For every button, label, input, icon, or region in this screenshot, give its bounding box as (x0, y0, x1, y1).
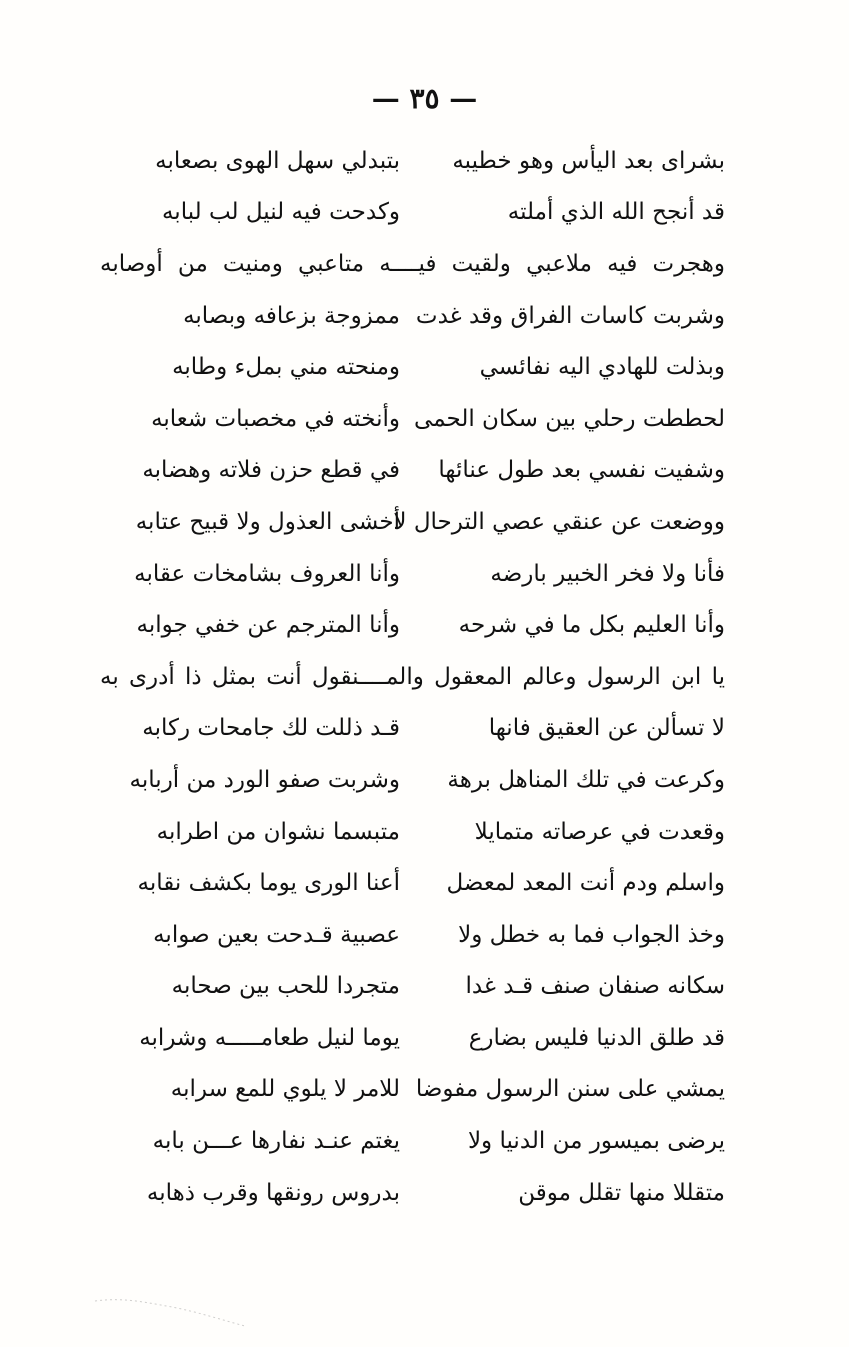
full-verse: يا ابن الرسول وعالم المعقول والمــــنقول أنت بمثل ذا أدرى به (100, 663, 725, 690)
second-hemistich: ومنحته مني بملء وطابه (172, 354, 400, 381)
second-hemistich: وكدحت فيه لنيل لب لبابه (161, 199, 400, 226)
first-hemistich: قد أنجح الله الذي أملته (507, 199, 725, 226)
first-hemistich: يمشي على سنن الرسول مفوضا (415, 1076, 725, 1103)
second-hemistich: عصبية قـدحت بعين صوابه (153, 921, 400, 948)
second-hemistich: وأنا المترجم عن خفي جوابه (136, 612, 400, 639)
poem-line (100, 1012, 725, 1064)
poem-line (100, 496, 725, 548)
first-hemistich: وشربت كاسات الفراق وقد غدت (415, 302, 725, 329)
poem-line (100, 1167, 725, 1219)
first-hemistich: وخذ الجواب فما به خطل ولا (458, 921, 725, 948)
poem-line (100, 187, 725, 239)
first-hemistich: ووضعت عن عنقي عصي الترحال لا (393, 508, 725, 535)
second-hemistich: متبسما نشوان من اطرابه (156, 818, 400, 845)
second-hemistich: قـد ذللت لك جامحات ركابه (142, 715, 400, 742)
first-hemistich: قد طلق الدنيا فليس بضارع (468, 1024, 725, 1051)
second-hemistich: للامر لا يلوي للمع سرابه (170, 1076, 400, 1103)
second-hemistich: وأنا العروف بشامخات عقابه (134, 560, 400, 587)
first-hemistich: وكرعت في تلك المناهل برهة (447, 766, 725, 793)
first-hemistich: لا تسألن عن العقيق فانها (488, 715, 725, 742)
poem-line (100, 806, 725, 858)
poem-line (100, 909, 725, 961)
poem-line (100, 341, 725, 393)
second-hemistich: وشربت صفو الورد من أربابه (129, 766, 400, 793)
second-hemistich: ممزوجة بزعافه وبصابه (183, 302, 400, 329)
second-hemistich: متجردا للحب بين صحابه (171, 973, 400, 1000)
first-hemistich: فأنا ولا فخر الخبير بارضه (490, 560, 725, 587)
second-hemistich: أخشى العذول ولا قبيح عتابه (135, 508, 400, 535)
poem-line-full (100, 651, 725, 703)
second-hemistich: يغتم عنـد نفارها عـــن بابه (152, 1128, 400, 1155)
poem-line (100, 599, 725, 651)
full-verse: وهجرت فيه ملاعبي ولقيت فيــــه متاعبي ومنيت من أوصابه (100, 250, 725, 277)
first-hemistich: سكانه صنفان صنف قـد غدا (465, 973, 725, 1000)
second-hemistich: في قطع حزن فلاته وهضابه (142, 457, 400, 484)
poem-line (100, 857, 725, 909)
second-hemistich: وأنخته في مخصبات شعابه (151, 405, 400, 432)
poem-line (100, 961, 725, 1013)
poem-line (100, 1064, 725, 1116)
first-hemistich: يرضى بميسور من الدنيا ولا (467, 1128, 725, 1155)
page-number: — ٣٥ — (371, 82, 478, 115)
first-hemistich: وشفيت نفسي بعد طول عنائها (438, 457, 725, 484)
poem-line (100, 548, 725, 600)
poem-line (100, 1115, 725, 1167)
second-hemistich: بدروس رونقها وقرب ذهابه (146, 1179, 400, 1206)
poem-line-full (100, 238, 725, 290)
poem-line (100, 135, 725, 187)
poem-line (100, 393, 725, 445)
poem-line (100, 445, 725, 497)
first-hemistich: وأنا العليم بكل ما في شرحه (458, 612, 725, 639)
first-hemistich: وبذلت للهادي اليه نفائسي (479, 354, 725, 381)
poem-line (100, 703, 725, 755)
poem-text (100, 135, 725, 1218)
smudge-stroke (95, 1300, 245, 1326)
first-hemistich: لحططت رحلي بين سكان الحمى (414, 405, 725, 432)
poem-line (100, 290, 725, 342)
first-hemistich: وقعدت في عرصاته متمايلا (474, 818, 725, 845)
first-hemistich: متقللا منها تقلل موقن (518, 1179, 725, 1206)
first-hemistich: واسلم ودم أنت المعد لمعضل (446, 870, 725, 897)
page-smudge (90, 1293, 250, 1331)
second-hemistich: بتبدلي سهل الهوى بصعابه (155, 147, 400, 174)
second-hemistich: أعنا الورى يوما بكشف نقابه (137, 870, 400, 897)
poem-line (100, 754, 725, 806)
second-hemistich: يوما لنيل طعامـــــه وشرابه (139, 1024, 400, 1051)
first-hemistich: بشراى بعد اليأس وهو خطيبه (452, 147, 725, 174)
